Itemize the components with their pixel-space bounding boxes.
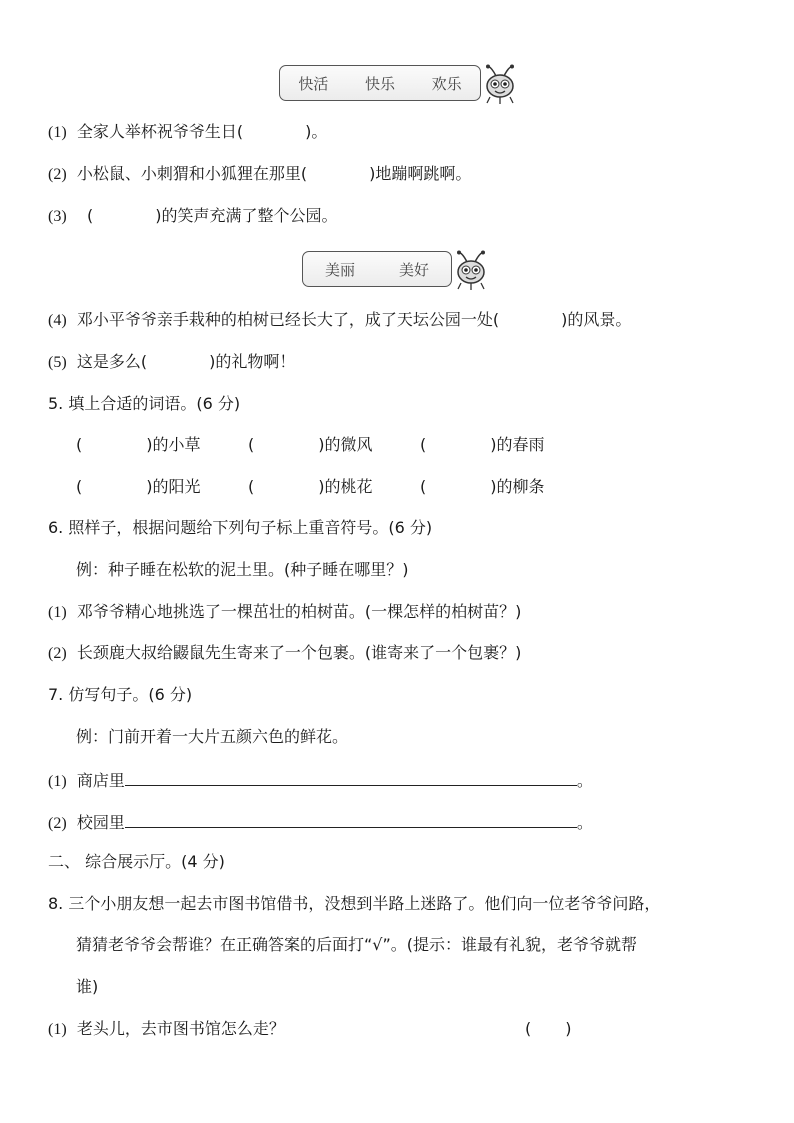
question-1 bbox=[48, 120, 327, 145]
section-6-title: 6. 照样子，根据问题给下列句子标上重音符号。(6 分) bbox=[48, 518, 433, 537]
sentence-text: 老头儿，去市图书馆怎么走？ bbox=[76, 1019, 285, 1038]
sentence-text: 邓爷爷精心地挑选了一棵茁壮的柏树苗。(一棵怎样的柏树苗？) bbox=[76, 602, 522, 621]
section-8-line-2: 猜猜老爷爷会帮谁？在正确答案的后面打“√”。(提示：谁最有礼貌，老爷爷就帮 bbox=[76, 935, 638, 954]
fill-word-item bbox=[76, 433, 201, 457]
sentence-start: 商店里 bbox=[76, 771, 125, 790]
writing-line[interactable] bbox=[125, 809, 577, 828]
open-paren: ( bbox=[76, 435, 83, 454]
section-6-item-1 bbox=[48, 600, 521, 625]
word-bank-word: 欢乐 bbox=[431, 74, 462, 93]
part-2-title: 二、 综合展示厅。(4 分) bbox=[48, 852, 225, 871]
section-6-example: 例：种子睡在松软的泥土里。(种子睡在哪里？) bbox=[76, 560, 409, 579]
fill-word-item bbox=[420, 433, 545, 457]
phrase-ending: )的春雨 bbox=[490, 435, 545, 454]
sentence-after-blank: )地蹦啊跳啊。 bbox=[369, 164, 472, 183]
item-number: (2) bbox=[48, 645, 67, 662]
question-4 bbox=[48, 308, 631, 333]
sentence-before-blank: 全家人举杯祝爷爷生日( bbox=[76, 122, 244, 141]
item-number: (3) bbox=[48, 208, 67, 225]
word-bank-word: 快活 bbox=[298, 74, 329, 93]
sentence-after-blank: )的礼物啊！ bbox=[209, 352, 296, 371]
sentence-after-blank: )的笑声充满了整个公园。 bbox=[155, 206, 338, 225]
question-5 bbox=[48, 350, 295, 375]
item-number: (5) bbox=[48, 354, 67, 371]
question-2 bbox=[48, 162, 471, 187]
sentence-before-blank: 小松鼠、小刺猬和小狐狸在那里( bbox=[76, 164, 308, 183]
sentence-start: 校园里 bbox=[76, 813, 125, 832]
fill-word-item bbox=[248, 433, 373, 457]
section-7-example: 例：门前开着一大片五颜六色的鲜花。 bbox=[76, 727, 349, 746]
item-number: (1) bbox=[48, 1021, 67, 1038]
item-number: (1) bbox=[48, 604, 67, 621]
open-paren: ( bbox=[420, 477, 427, 496]
sentence-before-blank: 邓小平爷爷亲手栽种的柏树已经长大了，成了天坛公园一处( bbox=[76, 310, 500, 329]
word-bank-box-1 bbox=[279, 65, 481, 101]
sentence-end: 。 bbox=[576, 813, 593, 832]
fill-word-item bbox=[248, 475, 373, 499]
question-3 bbox=[48, 204, 338, 229]
phrase-ending: )的微风 bbox=[318, 435, 373, 454]
section-7-item-1 bbox=[48, 767, 593, 794]
sentence-after-blank: )。 bbox=[305, 122, 328, 141]
close-paren: ) bbox=[565, 1019, 572, 1038]
phrase-ending: )的柳条 bbox=[490, 477, 545, 496]
section-7-item-2 bbox=[48, 809, 593, 836]
word-bank-word: 美丽 bbox=[324, 260, 355, 279]
section-8-item-1 bbox=[48, 1017, 285, 1042]
sentence-before-blank: 这是多么( bbox=[76, 352, 148, 371]
fill-word-item bbox=[420, 475, 545, 499]
word-bank-box-2 bbox=[302, 251, 452, 287]
sentence-after-blank: )的风景。 bbox=[561, 310, 632, 329]
open-paren: ( bbox=[525, 1019, 532, 1038]
item-number: (1) bbox=[48, 773, 67, 790]
item-number: (2) bbox=[48, 166, 67, 183]
word-bank-word: 快乐 bbox=[364, 74, 395, 93]
cartoon-bug-icon bbox=[482, 64, 522, 106]
item-number: (1) bbox=[48, 124, 67, 141]
fill-word-item bbox=[76, 475, 201, 499]
sentence-end: 。 bbox=[576, 771, 593, 790]
open-paren: ( bbox=[248, 477, 255, 496]
section-8-line-3: 谁) bbox=[76, 977, 99, 996]
sentence-before-blank: ( bbox=[87, 206, 94, 225]
sentence-text: 长颈鹿大叔给鼹鼠先生寄来了一个包裹。(谁寄来了一个包裹？) bbox=[76, 643, 522, 662]
open-paren: ( bbox=[76, 477, 83, 496]
section-7-title: 7. 仿写句子。(6 分) bbox=[48, 685, 193, 704]
open-paren: ( bbox=[420, 435, 427, 454]
writing-line[interactable] bbox=[125, 767, 577, 786]
word-bank-word: 美好 bbox=[398, 260, 429, 279]
section-8-line-1: 8. 三个小朋友想一起去市图书馆借书，没想到半路上迷路了。他们向一位老爷爷问路， bbox=[48, 894, 661, 913]
answer-check-box[interactable] bbox=[525, 1017, 572, 1041]
cartoon-bug-icon bbox=[453, 250, 493, 292]
section-6-item-2 bbox=[48, 641, 521, 666]
section-5-title: 5. 填上合适的词语。(6 分) bbox=[48, 394, 241, 413]
phrase-ending: )的桃花 bbox=[318, 477, 373, 496]
phrase-ending: )的小草 bbox=[146, 435, 201, 454]
item-number: (2) bbox=[48, 815, 67, 832]
item-number: (4) bbox=[48, 312, 67, 329]
open-paren: ( bbox=[248, 435, 255, 454]
phrase-ending: )的阳光 bbox=[146, 477, 201, 496]
